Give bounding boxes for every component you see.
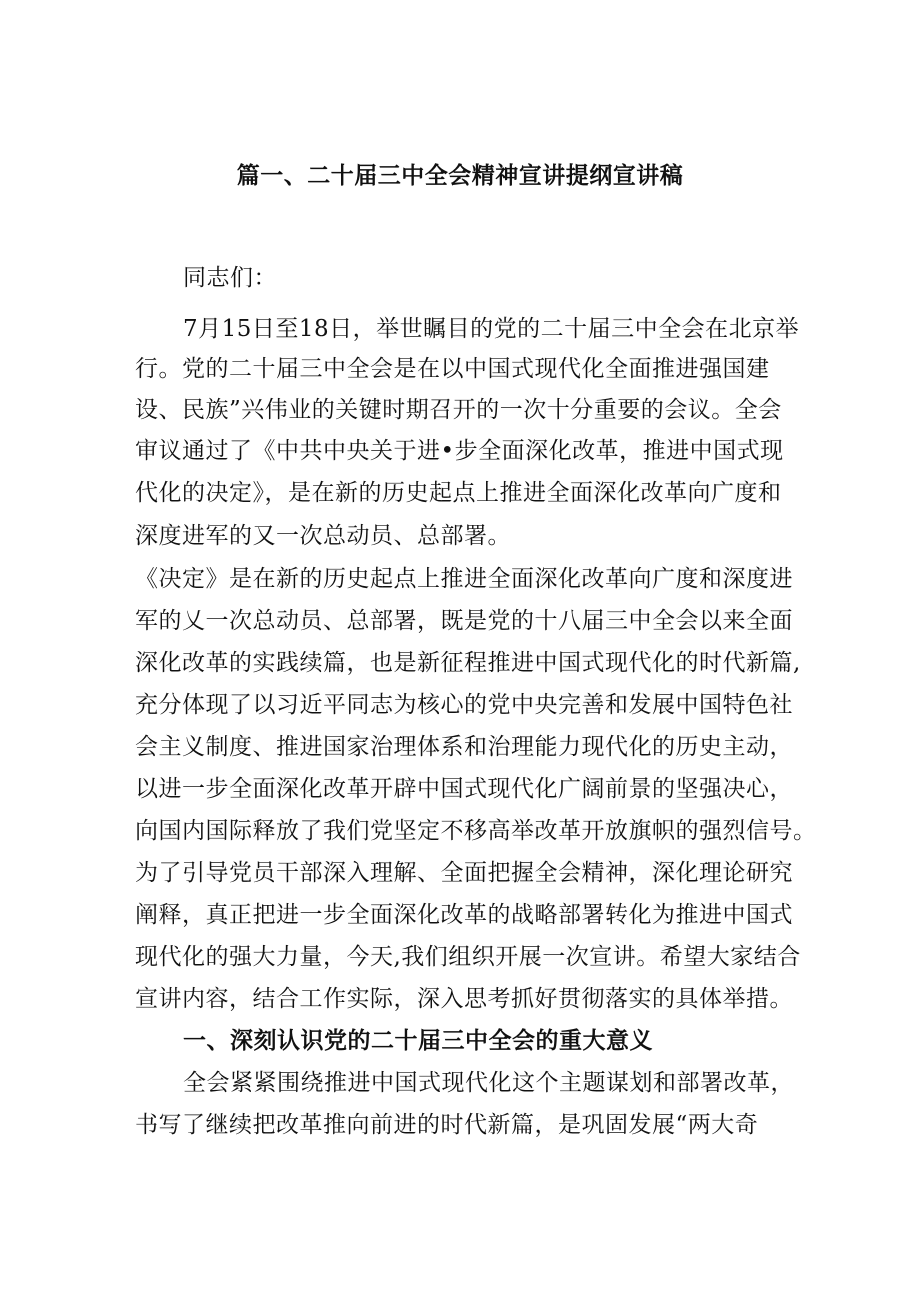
body-line: 充分体现了以习近平同志为核心的党中央完善和发展中国特色社 xyxy=(135,692,793,718)
section-heading: 一、深刻认识党的二十届三中全会的重大意义 xyxy=(183,1027,653,1054)
body-line: 行。党的二十届三中全会是在以中国式现代化全面推进强国建 xyxy=(135,356,770,382)
body-line: 军的乂一次总动员、总部署，既是党的十八届三中全会以来全面 xyxy=(135,608,793,634)
body-line: 书写了继续把改革推向前进的时代新篇，是巩固发展“两大奇 xyxy=(135,1112,759,1138)
body-line: 宣讲内容，结合工作实际，深入思考抓好贯彻落实的具体举措。 xyxy=(135,986,793,1012)
document-title: 篇一、二十届三中全会精神宣讲提纲宣讲稿 xyxy=(236,162,684,189)
body-line: 《决定》是在新的历史起点上推进全面深化改革向广度和深度进 xyxy=(135,566,793,592)
body-line: 会主义制度、推进国家治理体系和治理能力现代化的历史主动， xyxy=(135,734,793,760)
body-line: 7月15日至18日，举世瞩目的党的二十届三中全会在北京举 xyxy=(183,316,800,342)
body-line: 全会紧紧围绕推进中国式现代化这个主题谋划和部署改革， xyxy=(183,1070,794,1096)
salutation: 同志们： xyxy=(183,265,277,291)
body-line: 为了引导党员干部深入理解、全面把握全会精神，深化理论研究 xyxy=(135,860,793,886)
body-line: 阐释，真正把进一步全面深化改革的战略部署转化为推进中国式 xyxy=(135,902,793,928)
body-line: 向国内国际释放了我们党坚定不移高举改革开放旗帜的强烈信号。 xyxy=(135,818,817,844)
body-line: 代化的决定》，是在新的历史起点上推进全面深化改革向广度和 xyxy=(135,480,782,506)
body-line: 现代化的强大力量，今天,我们组织开展一次宣讲。希望大家结合 xyxy=(135,944,801,970)
body-line: 以进一步全面深化改革开辟中国式现代化广阔前景的坚强决心， xyxy=(135,776,793,802)
body-line: 深度进军的又一次总动员、总部署。 xyxy=(135,523,511,549)
body-line: 深化改革的实践续篇，也是新征程推进中国式现代化的时代新篇, xyxy=(135,650,801,676)
body-line: 审议通过了《中共中央关于进•步全面深化改革，推进中国式现 xyxy=(135,438,784,464)
body-line: 设、民族”兴伟业的关键时期召开的一次十分重要的会议。全会 xyxy=(135,397,782,423)
